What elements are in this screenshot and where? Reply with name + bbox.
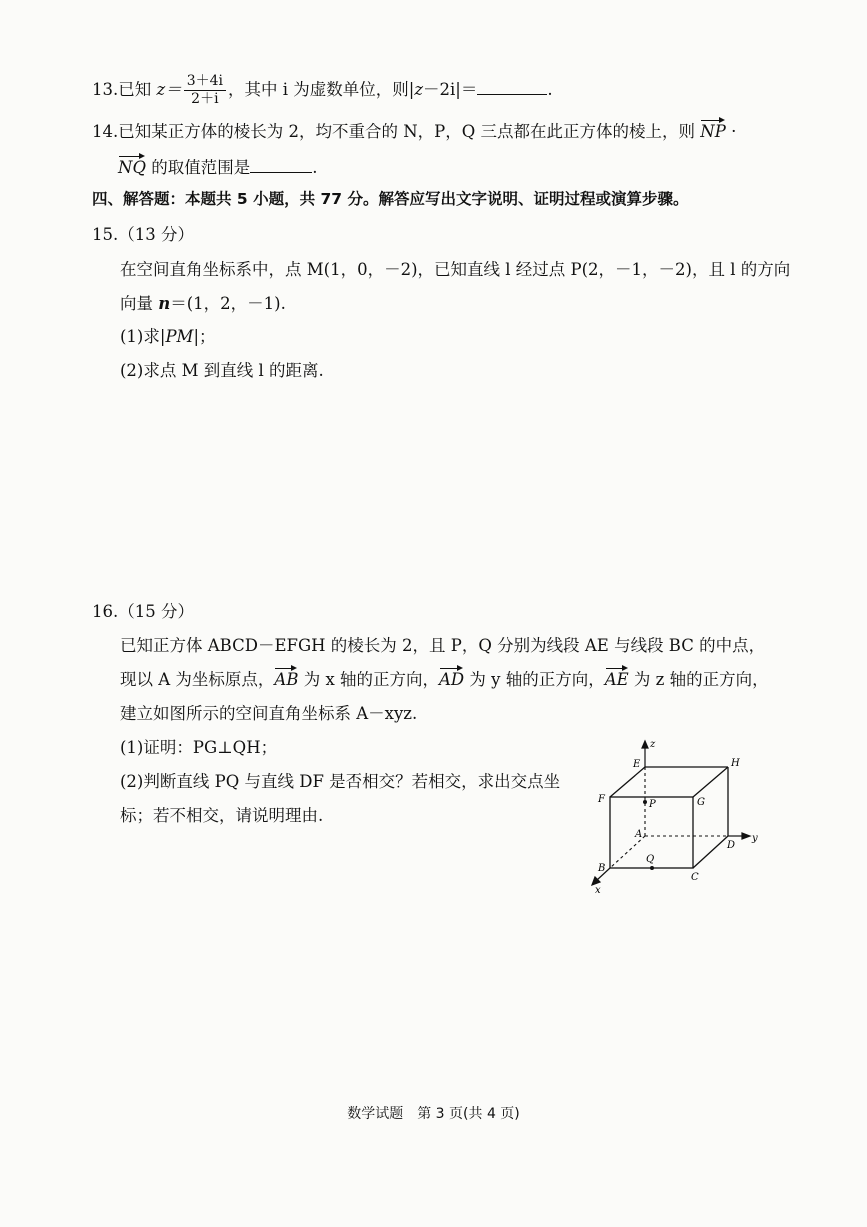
q15-heading: 15.（13 分） bbox=[92, 225, 194, 244]
label-e: E bbox=[633, 759, 641, 770]
label-d: D bbox=[727, 840, 736, 851]
question-14-line-1 bbox=[92, 124, 736, 141]
q16-vector-ad: AD bbox=[439, 670, 465, 689]
q13-text: ，其中 i 为虚数单位，则| bbox=[228, 79, 415, 99]
label-p: P bbox=[649, 799, 656, 810]
q14-text: 14.已知某正方体的棱长为 2，均不重合的 N，P，Q 三点都在此正方体的棱上，则 bbox=[92, 122, 701, 141]
q16-heading: 16.（15 分） bbox=[92, 602, 194, 621]
q16-part-1: (1)证明：PG⊥QH； bbox=[120, 738, 278, 757]
q15-line-2 bbox=[120, 296, 286, 313]
q16-text-d: 为 z 轴的正方向， bbox=[628, 670, 769, 689]
point-q bbox=[650, 866, 654, 870]
section-heading: 四、解答题：本题共 5 小题，共 77 分。解答应写出文字说明、证明过程或演算步骤。 bbox=[92, 190, 689, 208]
point-p bbox=[643, 800, 647, 804]
label-h: H bbox=[731, 758, 740, 769]
q14-vector-np: NP bbox=[700, 122, 726, 141]
question-14-line-2 bbox=[118, 158, 317, 177]
q16-vector-ab: AB bbox=[274, 670, 299, 689]
q16-part-2-line-2: 标；若不相交，请说明理由. bbox=[120, 806, 324, 825]
answer-blank-13 bbox=[477, 80, 547, 95]
label-b: B bbox=[598, 863, 606, 874]
label-y: y bbox=[752, 833, 758, 844]
q13-z-eq: z＝ bbox=[156, 79, 182, 99]
question-13 bbox=[92, 73, 553, 108]
label-c: C bbox=[691, 872, 699, 883]
answer-blank-14 bbox=[250, 158, 312, 173]
label-g: G bbox=[697, 797, 705, 808]
page-footer: 数学试题 第 3 页(共 4 页) bbox=[347, 1106, 520, 1122]
q16-text-b: 为 x 轴的正方向， bbox=[298, 670, 439, 689]
q13-text-2: －2i|＝ bbox=[423, 79, 478, 99]
cube-figure bbox=[580, 735, 770, 895]
q13-denominator: 2＋i bbox=[191, 90, 219, 107]
q15-part-1 bbox=[120, 329, 216, 346]
q14-end: . bbox=[312, 158, 318, 177]
q13-numerator: 3＋4i bbox=[184, 73, 226, 91]
q16-vector-ae: AE bbox=[604, 670, 629, 689]
label-f: F bbox=[598, 794, 605, 805]
q15-text-2: ＝(1，2，－1). bbox=[170, 294, 286, 313]
q15-text: 向量 bbox=[120, 294, 159, 313]
q13-prefix: 13.已知 bbox=[92, 79, 157, 99]
label-a: A bbox=[635, 829, 643, 840]
q15-line-1: 在空间直角坐标系中，点 M(1，0，－2)，已知直线 l 经过点 P(2，－1，－2)，且 l 的方向 bbox=[120, 260, 791, 279]
q15-part-2: (2)求点 M 到直线 l 的距离. bbox=[120, 361, 324, 380]
label-q: Q bbox=[646, 854, 655, 865]
q15-p1-text: (1)求| bbox=[120, 327, 166, 346]
q13-end: . bbox=[547, 79, 553, 99]
q16-line-3: 建立如图所示的空间直角坐标系 A－xyz. bbox=[120, 704, 418, 723]
q13-fraction bbox=[184, 73, 226, 108]
q16-line-1: 已知正方体 ABCD－EFGH 的棱长为 2，且 P，Q 分别为线段 AE 与线段 BC 的中点， bbox=[120, 636, 766, 655]
q14-vector-nq: NQ bbox=[118, 158, 146, 177]
q14-text-2: 的取值范围是 bbox=[145, 158, 251, 177]
label-x: x bbox=[595, 885, 601, 895]
label-z: z bbox=[650, 739, 656, 750]
q13-z: z bbox=[414, 79, 424, 99]
q14-dot: · bbox=[725, 122, 737, 141]
q16-text-a: 现以 A 为坐标原点， bbox=[120, 670, 275, 689]
q16-text-c: 为 y 轴的正方向， bbox=[464, 670, 605, 689]
q16-part-2-line-1: (2)判断直线 PQ 与直线 DF 是否相交？若相交，求出交点坐 bbox=[120, 772, 561, 791]
q15-pm: PM bbox=[165, 327, 194, 346]
q16-line-2 bbox=[120, 672, 769, 689]
q15-vector-n: n bbox=[158, 294, 171, 313]
q15-p1-end: |； bbox=[193, 327, 216, 346]
